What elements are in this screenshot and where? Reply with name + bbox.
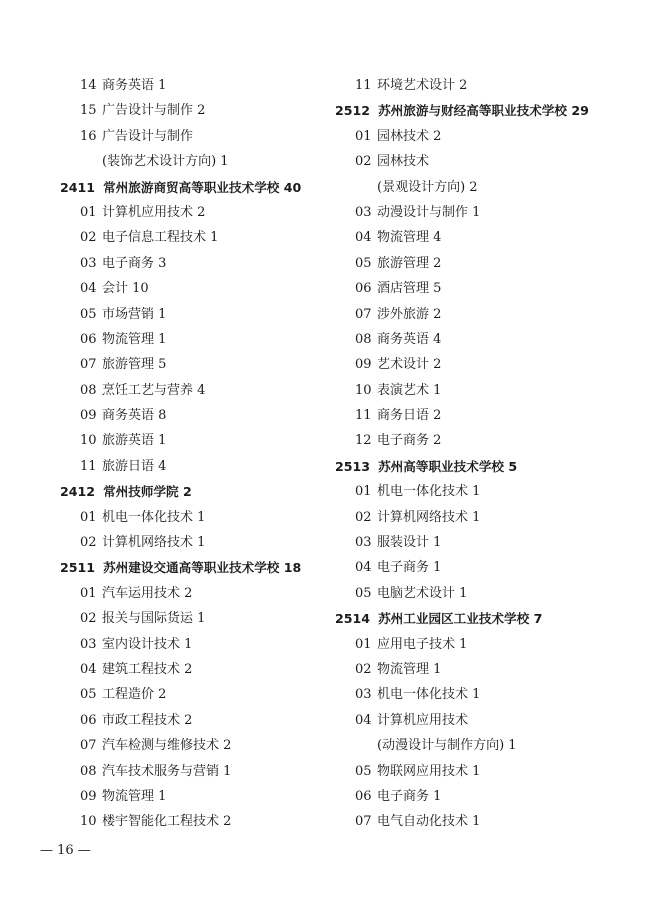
program-number: 03 xyxy=(355,687,372,703)
program-name: 商务英语 8 xyxy=(102,408,167,424)
school-code: 2514 xyxy=(335,611,371,627)
program-name: 会计 10 xyxy=(102,281,149,297)
program-item xyxy=(60,403,322,428)
program-name: 物流管理 1 xyxy=(377,661,442,677)
program-number: 08 xyxy=(80,763,97,779)
school-code: 2511 xyxy=(60,560,96,576)
program-item xyxy=(335,124,635,149)
program-item xyxy=(60,73,322,98)
program-continuation: (装饰艺术设计方向) 1 xyxy=(102,154,229,170)
program-name: 烹饪工艺与营养 4 xyxy=(102,382,206,398)
program-item xyxy=(335,251,635,276)
program-name: 表演艺术 1 xyxy=(377,382,442,398)
program-item xyxy=(335,149,635,174)
program-item xyxy=(335,276,635,301)
program-number: 10 xyxy=(355,382,372,398)
program-item xyxy=(335,200,635,225)
program-name: 汽车技术服务与营销 1 xyxy=(102,763,232,779)
program-name: 广告设计与制作 2 xyxy=(102,103,206,119)
program-number: 07 xyxy=(355,814,372,830)
program-name: 艺术设计 2 xyxy=(377,357,442,373)
program-number: 06 xyxy=(80,712,97,728)
program-item xyxy=(60,682,322,707)
school-heading xyxy=(335,98,635,123)
program-item xyxy=(60,505,322,530)
program-item xyxy=(60,657,322,682)
program-number: 01 xyxy=(80,585,97,601)
program-name: 酒店管理 5 xyxy=(377,281,442,297)
program-number: 08 xyxy=(355,331,372,347)
program-item xyxy=(60,784,322,809)
school-code: 2412 xyxy=(60,484,96,500)
program-number: 01 xyxy=(355,636,372,652)
program-item xyxy=(60,251,322,276)
program-name: 物联网应用技术 1 xyxy=(377,763,481,779)
program-item xyxy=(335,682,635,707)
program-item xyxy=(335,784,635,809)
school-heading xyxy=(60,175,322,200)
school-code: 2513 xyxy=(335,458,371,474)
program-number: 16 xyxy=(80,128,97,144)
left-column xyxy=(60,73,322,835)
program-item xyxy=(335,225,635,250)
program-number: 06 xyxy=(80,331,97,347)
school-name: 苏州建设交通高等职业技术学校 18 xyxy=(103,560,302,576)
program-number: 01 xyxy=(80,204,97,220)
program-number: 04 xyxy=(80,281,97,297)
program-number: 05 xyxy=(355,585,372,601)
program-item xyxy=(335,530,635,555)
program-item xyxy=(335,809,635,834)
school-name: 常州旅游商贸高等职业技术学校 40 xyxy=(103,179,302,195)
program-number: 11 xyxy=(355,78,372,93)
program-item xyxy=(60,276,322,301)
program-item xyxy=(60,378,322,403)
program-number: 03 xyxy=(355,204,372,220)
program-name: 工程造价 2 xyxy=(102,687,167,703)
program-name: 应用电子技术 1 xyxy=(377,636,468,652)
program-item xyxy=(60,327,322,352)
program-continuation: (景观设计方向) 2 xyxy=(377,179,478,195)
program-item xyxy=(335,759,635,784)
program-name: 电子信息工程技术 1 xyxy=(102,230,219,246)
school-heading xyxy=(60,479,322,504)
school-heading xyxy=(335,454,635,479)
program-item xyxy=(335,302,635,327)
program-number: 09 xyxy=(80,788,97,804)
program-number: 10 xyxy=(80,433,97,449)
program-item xyxy=(60,606,322,631)
program-name: 电子商务 3 xyxy=(102,255,167,271)
program-name: 电子商务 1 xyxy=(377,560,442,576)
school-name: 苏州工业园区工业技术学校 7 xyxy=(378,611,543,627)
program-number: 04 xyxy=(80,661,97,677)
program-item xyxy=(60,708,322,733)
program-item xyxy=(335,403,635,428)
program-name: 电子商务 2 xyxy=(377,433,442,449)
program-name: 报关与国际货运 1 xyxy=(102,611,206,627)
program-continuation: (动漫设计与制作方向) 1 xyxy=(377,738,517,754)
program-item xyxy=(60,124,322,149)
program-number: 09 xyxy=(80,408,97,424)
program-item xyxy=(60,428,322,453)
program-number: 15 xyxy=(80,103,97,119)
school-name: 常州技师学院 2 xyxy=(103,484,192,500)
program-number: 03 xyxy=(80,636,97,652)
program-number: 03 xyxy=(355,535,372,551)
program-item xyxy=(335,581,635,606)
school-name: 苏州高等职业技术学校 5 xyxy=(378,458,518,474)
program-number: 07 xyxy=(80,738,97,754)
program-number: 11 xyxy=(355,408,372,424)
program-name: 物流管理 1 xyxy=(102,331,167,347)
program-number: 01 xyxy=(355,484,372,500)
program-number: 02 xyxy=(355,154,372,170)
program-item xyxy=(60,352,322,377)
program-name: 园林技术 2 xyxy=(377,128,442,144)
program-number: 09 xyxy=(355,357,372,373)
program-name: 物流管理 1 xyxy=(102,788,167,804)
program-item xyxy=(335,479,635,504)
program-item xyxy=(335,657,635,682)
program-name: 计算机网络技术 1 xyxy=(102,535,206,551)
school-code: 2512 xyxy=(335,103,371,119)
program-number: 07 xyxy=(355,306,372,322)
school-heading xyxy=(60,555,322,580)
program-item xyxy=(60,302,322,327)
program-item xyxy=(335,327,635,352)
program-item xyxy=(335,352,635,377)
program-number: 05 xyxy=(80,687,97,703)
program-number: 12 xyxy=(355,433,372,449)
program-name: 旅游管理 5 xyxy=(102,357,167,373)
program-item xyxy=(60,454,322,479)
program-name: 广告设计与制作 xyxy=(102,128,194,144)
program-number: 02 xyxy=(355,661,372,677)
right-column xyxy=(335,73,635,835)
program-number: 01 xyxy=(80,509,97,525)
program-item xyxy=(60,581,322,606)
program-number: 07 xyxy=(80,357,97,373)
program-number: 02 xyxy=(80,230,97,246)
program-number: 02 xyxy=(80,611,97,627)
program-name: 机电一体化技术 1 xyxy=(377,687,481,703)
program-item xyxy=(60,809,322,834)
program-name: 商务日语 2 xyxy=(377,408,442,424)
program-number: 04 xyxy=(355,712,372,728)
program-name: 涉外旅游 2 xyxy=(377,306,442,322)
program-name: 楼宇智能化工程技术 2 xyxy=(102,814,232,830)
program-number: 02 xyxy=(355,509,372,525)
program-item xyxy=(60,733,322,758)
program-name: 机电一体化技术 1 xyxy=(377,484,481,500)
program-number: 14 xyxy=(80,78,97,93)
program-item xyxy=(60,200,322,225)
program-number: 02 xyxy=(80,535,97,551)
program-number: 03 xyxy=(80,255,97,271)
program-name: 旅游日语 4 xyxy=(102,458,167,474)
program-name: 商务英语 4 xyxy=(377,331,442,347)
program-item xyxy=(335,708,635,733)
program-name: 园林技术 xyxy=(377,154,430,170)
program-name: 电脑艺术设计 1 xyxy=(377,585,468,601)
program-item xyxy=(335,632,635,657)
program-item xyxy=(60,632,322,657)
program-name: 物流管理 4 xyxy=(377,230,442,246)
program-item xyxy=(60,225,322,250)
school-code: 2411 xyxy=(60,179,96,195)
program-item xyxy=(60,98,322,123)
school-heading xyxy=(335,606,635,631)
program-name: 电气自动化技术 1 xyxy=(377,814,481,830)
program-item xyxy=(335,505,635,530)
program-name: 室内设计技术 1 xyxy=(102,636,193,652)
program-item xyxy=(335,428,635,453)
program-name: 动漫设计与制作 1 xyxy=(377,204,481,220)
program-number: 05 xyxy=(355,763,372,779)
program-number: 08 xyxy=(80,382,97,398)
program-number: 04 xyxy=(355,230,372,246)
program-item xyxy=(335,73,635,98)
program-item xyxy=(60,530,322,555)
school-name: 苏州旅游与财经高等职业技术学校 29 xyxy=(378,103,589,119)
program-name: 计算机网络技术 1 xyxy=(377,509,481,525)
program-name: 汽车运用技术 2 xyxy=(102,585,193,601)
program-item xyxy=(335,378,635,403)
program-name: 计算机应用技术 xyxy=(377,712,469,728)
program-number: 04 xyxy=(355,560,372,576)
program-number: 05 xyxy=(355,255,372,271)
program-name: 商务英语 1 xyxy=(102,78,167,93)
program-number: 06 xyxy=(355,788,372,804)
program-name: 汽车检测与维修技术 2 xyxy=(102,738,232,754)
program-name: 市场营销 1 xyxy=(102,306,167,322)
program-name: 计算机应用技术 2 xyxy=(102,204,206,220)
program-name: 旅游管理 2 xyxy=(377,255,442,271)
program-name: 旅游英语 1 xyxy=(102,433,167,449)
program-item xyxy=(60,759,322,784)
program-number: 11 xyxy=(80,458,97,474)
program-item xyxy=(335,555,635,580)
page-number: — 16 — xyxy=(40,843,91,858)
program-name: 服装设计 1 xyxy=(377,535,442,551)
program-name: 市政工程技术 2 xyxy=(102,712,193,728)
program-name: 机电一体化技术 1 xyxy=(102,509,206,525)
program-number: 06 xyxy=(355,281,372,297)
program-name: 电子商务 1 xyxy=(377,788,442,804)
program-number: 10 xyxy=(80,814,97,830)
program-name: 环境艺术设计 2 xyxy=(377,78,468,93)
program-number: 05 xyxy=(80,306,97,322)
program-number: 01 xyxy=(355,128,372,144)
program-name: 建筑工程技术 2 xyxy=(102,661,193,677)
